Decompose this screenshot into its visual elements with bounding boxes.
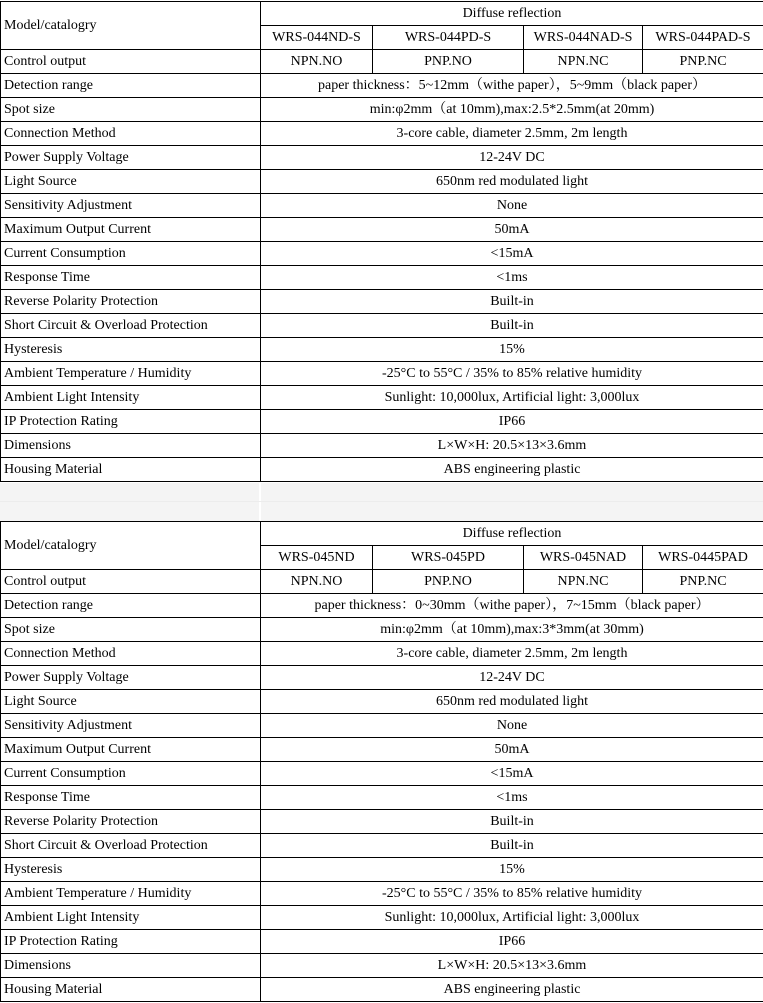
row-label: Short Circuit & Overload Protection (1, 834, 261, 858)
control-output-value: PNP.NO (373, 50, 524, 74)
row-label: Ambient Light Intensity (1, 386, 261, 410)
row-value: IP66 (261, 410, 763, 434)
table-row (1, 570, 763, 594)
row-label: Maximum Output Current (1, 218, 261, 242)
row-label: Ambient Temperature / Humidity (1, 362, 261, 386)
model-name: WRS-045NAD (524, 546, 643, 570)
row-label: Light Source (1, 170, 261, 194)
row-value: None (261, 194, 763, 218)
row-label: Spot size (1, 618, 261, 642)
row-value: 650nm red modulated light (261, 690, 763, 714)
table-row (1, 194, 763, 218)
row-label: Ambient Temperature / Humidity (1, 882, 261, 906)
row-value: Built-in (261, 290, 763, 314)
row-value: <1ms (261, 786, 763, 810)
row-value: L×W×H: 20.5×13×3.6mm (261, 434, 763, 458)
model-header-label: Model/catalogry (1, 522, 261, 570)
table-separator (0, 483, 763, 521)
table-row (1, 954, 763, 978)
row-value: IP66 (261, 930, 763, 954)
table-row (1, 50, 763, 74)
row-value: 15% (261, 858, 763, 882)
row-value: min:φ2mm（at 10mm),max:2.5*2.5mm(at 20mm) (261, 98, 763, 122)
control-output-value: PNP.NC (643, 50, 763, 74)
table-row (1, 978, 763, 1002)
row-value: -25°C to 55°C / 35% to 85% relative humidity (261, 882, 763, 906)
group-header: Diffuse reflection (261, 2, 763, 26)
row-value: 12-24V DC (261, 666, 763, 690)
row-label: Short Circuit & Overload Protection (1, 314, 261, 338)
table-row (1, 218, 763, 242)
model-name: WRS-045ND (261, 546, 373, 570)
row-value: paper thickness：5~12mm（withe paper），5~9mm（black paper） (261, 74, 763, 98)
control-output-value: NPN.NC (524, 570, 643, 594)
row-label: Current Consumption (1, 242, 261, 266)
row-label: Hysteresis (1, 338, 261, 362)
table-row (1, 434, 763, 458)
row-label: Hysteresis (1, 858, 261, 882)
table-row (1, 690, 763, 714)
spec-table-045 (0, 521, 763, 1002)
control-output-value: NPN.NO (261, 570, 373, 594)
model-name: WRS-044PAD-S (643, 26, 763, 50)
model-name: WRS-045PD (373, 546, 524, 570)
table-row (1, 242, 763, 266)
table-row (1, 74, 763, 98)
row-label: Housing Material (1, 458, 261, 482)
table-row (1, 170, 763, 194)
row-label: Detection range (1, 74, 261, 98)
row-label: Control output (1, 570, 261, 594)
row-label: Control output (1, 50, 261, 74)
row-value: -25°C to 55°C / 35% to 85% relative humidity (261, 362, 763, 386)
row-label: Light Source (1, 690, 261, 714)
row-value: L×W×H: 20.5×13×3.6mm (261, 954, 763, 978)
separator-cell (0, 483, 259, 521)
row-label: Sensitivity Adjustment (1, 194, 261, 218)
table-row (1, 386, 763, 410)
row-label: Dimensions (1, 434, 261, 458)
model-header-label: Model/catalogry (1, 2, 261, 50)
row-value: Built-in (261, 810, 763, 834)
control-output-value: NPN.NC (524, 50, 643, 74)
separator-cell (261, 483, 763, 521)
row-value: 12-24V DC (261, 146, 763, 170)
row-value: 650nm red modulated light (261, 170, 763, 194)
table-row (1, 906, 763, 930)
row-value: 50mA (261, 218, 763, 242)
spec-table-044 (0, 1, 763, 482)
row-value: ABS engineering plastic (261, 458, 763, 482)
table-row (1, 146, 763, 170)
table-row (1, 122, 763, 146)
row-value: None (261, 714, 763, 738)
model-name: WRS-044NAD-S (524, 26, 643, 50)
row-label: Ambient Light Intensity (1, 906, 261, 930)
row-label: Response Time (1, 266, 261, 290)
table-row (1, 290, 763, 314)
table-row (1, 810, 763, 834)
row-label: Reverse Polarity Protection (1, 810, 261, 834)
table-row (1, 362, 763, 386)
row-label: IP Protection Rating (1, 410, 261, 434)
table-row (1, 642, 763, 666)
table-row (1, 666, 763, 690)
row-label: Response Time (1, 786, 261, 810)
row-label: Connection Method (1, 122, 261, 146)
table-row (1, 594, 763, 618)
row-value: paper thickness：0~30mm（withe paper），7~15mm（black paper） (261, 594, 763, 618)
row-label: Detection range (1, 594, 261, 618)
row-label: Power Supply Voltage (1, 666, 261, 690)
control-output-value: PNP.NO (373, 570, 524, 594)
model-name: WRS-0445PAD (643, 546, 763, 570)
row-label: Housing Material (1, 978, 261, 1002)
table-row (1, 458, 763, 482)
row-value: <1ms (261, 266, 763, 290)
row-value: 3-core cable, diameter 2.5mm, 2m length (261, 642, 763, 666)
table-row (1, 338, 763, 362)
row-value: Sunlight: 10,000lux, Artificial light: 3,000lux (261, 906, 763, 930)
control-output-value: NPN.NO (261, 50, 373, 74)
row-label: Sensitivity Adjustment (1, 714, 261, 738)
row-value: Built-in (261, 834, 763, 858)
row-value: 3-core cable, diameter 2.5mm, 2m length (261, 122, 763, 146)
row-value: Built-in (261, 314, 763, 338)
row-value: 50mA (261, 738, 763, 762)
row-label: Reverse Polarity Protection (1, 290, 261, 314)
table-row (1, 2, 763, 26)
table-row (1, 522, 763, 546)
table-row (1, 98, 763, 122)
row-value: min:φ2mm（at 10mm),max:3*3mm(at 30mm) (261, 618, 763, 642)
row-value: <15mA (261, 242, 763, 266)
row-value: Sunlight: 10,000lux, Artificial light: 3,000lux (261, 386, 763, 410)
row-label: Current Consumption (1, 762, 261, 786)
model-name: WRS-044ND-S (261, 26, 373, 50)
row-label: Connection Method (1, 642, 261, 666)
table-row (1, 930, 763, 954)
group-header: Diffuse reflection (261, 522, 763, 546)
table-row (1, 314, 763, 338)
table-row (1, 618, 763, 642)
control-output-value: PNP.NC (643, 570, 763, 594)
table-row (1, 410, 763, 434)
row-value: ABS engineering plastic (261, 978, 763, 1002)
model-name: WRS-044PD-S (373, 26, 524, 50)
table-row (1, 786, 763, 810)
table-row (1, 762, 763, 786)
row-label: IP Protection Rating (1, 930, 261, 954)
table-row (1, 738, 763, 762)
table-row (1, 882, 763, 906)
table-row (1, 834, 763, 858)
row-label: Power Supply Voltage (1, 146, 261, 170)
row-value: 15% (261, 338, 763, 362)
row-label: Maximum Output Current (1, 738, 261, 762)
table-row (1, 266, 763, 290)
separator-line (0, 501, 763, 502)
row-value: <15mA (261, 762, 763, 786)
row-label: Spot size (1, 98, 261, 122)
table-row (1, 714, 763, 738)
table-row (1, 858, 763, 882)
row-label: Dimensions (1, 954, 261, 978)
